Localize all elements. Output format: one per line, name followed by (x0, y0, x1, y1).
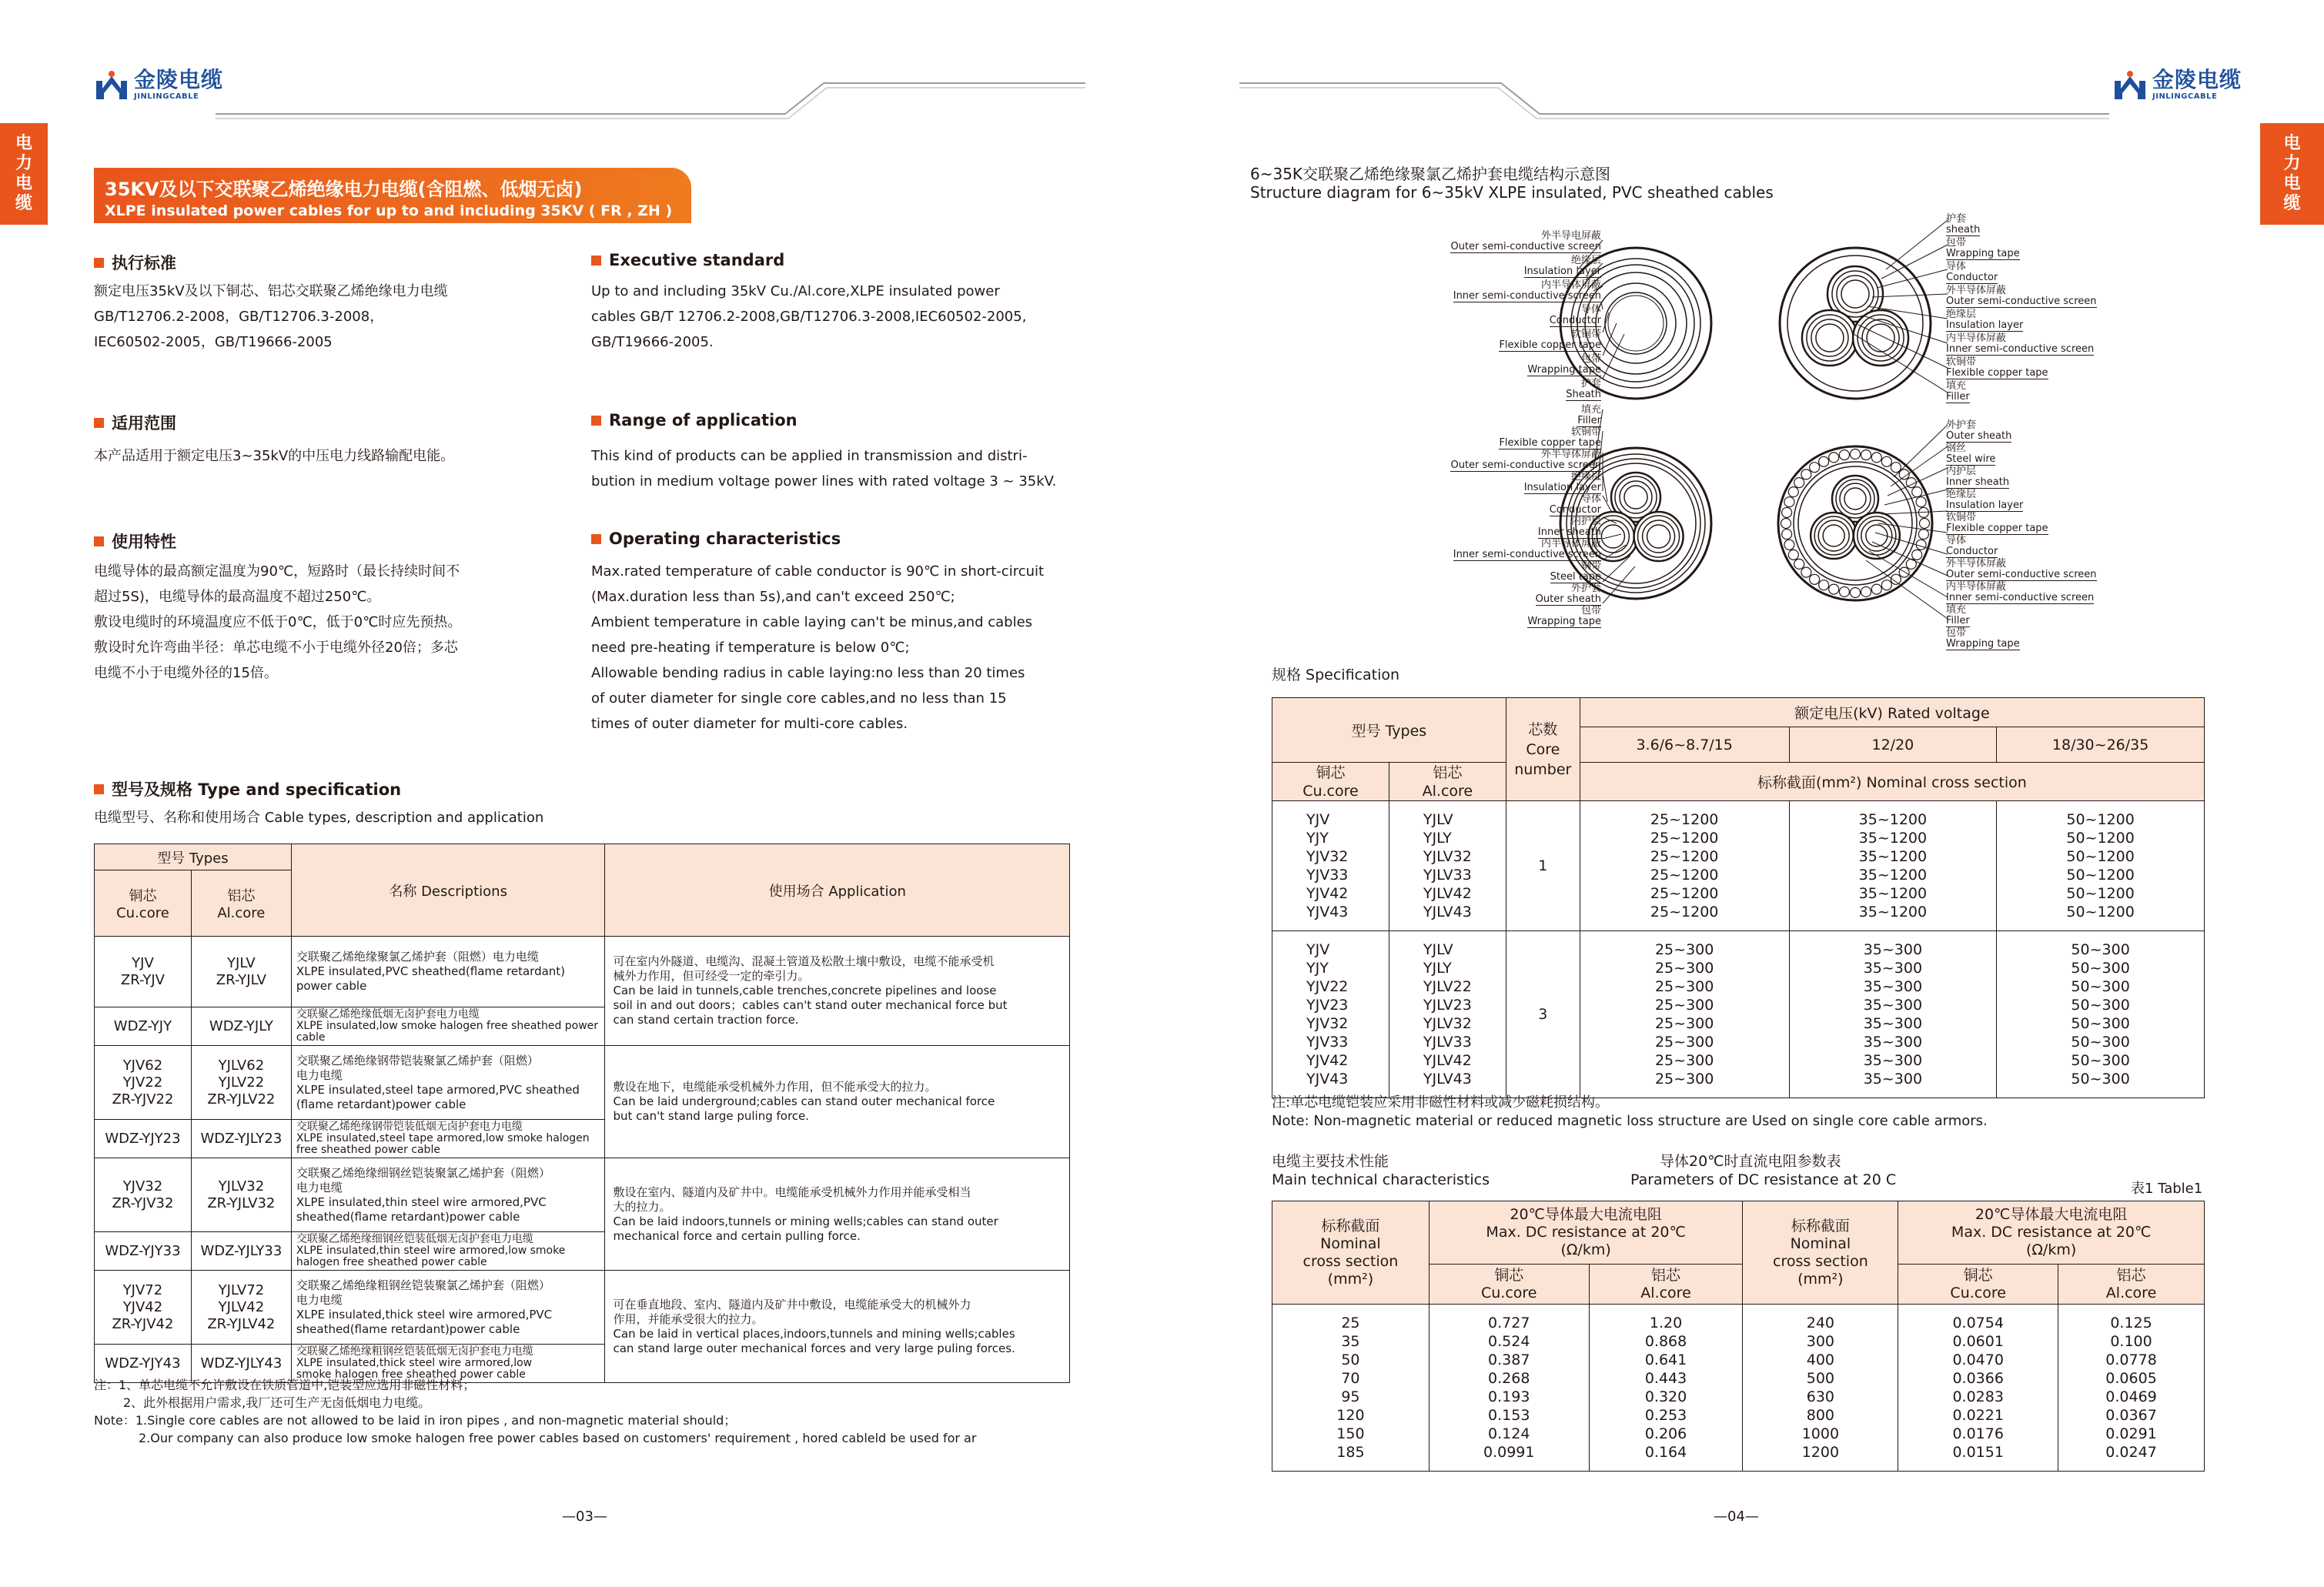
page-number-left: —03— (562, 1508, 607, 1525)
type-description: 交联聚乙烯绝缘低烟无卤护套电力电缆 XLPE insulated,low smoke halogen free sheathed power cable (291, 1007, 605, 1046)
diagram-label: 内半导体屏蔽 Inner semi-conductive screen (1946, 332, 2095, 355)
dc-al: 0.125 0.100 0.0778 0.0605 0.0469 0.0367 0.0291 0.0247 (2058, 1305, 2205, 1472)
header-rule-right (1239, 77, 2109, 123)
diagram-label: 导体 Conductor (1946, 535, 1998, 557)
dc-al: 1.20 0.868 0.641 0.443 0.320 0.253 0.206 0.164 (1589, 1305, 1743, 1472)
diagram-label: 内半导体屏蔽 Inner semi-conductive screen (1453, 538, 1601, 560)
spec-c2: 35~300 35~300 35~300 35~300 35~300 35~300 35~300 35~300 (1789, 931, 1997, 1098)
diagram-label: 包带 Wrapping tape (1527, 605, 1601, 627)
spec-c3: 50~1200 50~1200 50~1200 50~1200 50~1200 50~1200 (1997, 801, 2205, 931)
heading-oper-cn: 使用特性 (94, 530, 176, 553)
dc-th-cu-left: 铜芯 Cu.core (1429, 1265, 1589, 1305)
brand-name-cn: 金陵电缆 (2152, 67, 2242, 92)
diagram-label: 绝缘层 Insulation layer (1946, 489, 2024, 511)
diagram-label: 钢带 Steel tape (1550, 560, 1601, 583)
diagram2-labels (1946, 214, 2162, 405)
range-cn-text: 本产品适用于额定电压3~35kV的中压电力线路输配电能。 (94, 448, 455, 464)
type-cu: YJV72 YJV42 ZR-YJV42 (95, 1271, 192, 1345)
diagram-label: 绝缘层 Insulation layer (1946, 309, 2024, 331)
dc-th-al-left: 铝芯 Al.core (1589, 1265, 1743, 1305)
title-cn: 35KV及以下交联聚乙烯绝缘电力电缆(含阻燃、低烟无卤) (105, 179, 583, 200)
type-application: 敷设在地下，电缆能承受机械外力作用，但不能承受大的拉力。 Can be laid underground;cables can stand outer mechanical force but can't stand large puling force. (605, 1046, 1070, 1158)
type-al: YJLV62 YJLV22 ZR-YJLV22 (191, 1046, 291, 1120)
heading-exec-std-cn: 执行标准 (94, 251, 176, 274)
exec-std-en-text: Up to and including 35kV Cu./Al.core,XLPE insulated power cables GB/T 12706.2-2008,GB/T12706.3-2008,IEC60502-2005, GB/T19666-2005. (591, 283, 1027, 350)
spec-note-en: Note: Non-magnetic material or reduced magnetic loss structure are Used on single core cable armors. (1272, 1113, 1988, 1129)
spec-c2: 35~1200 35~1200 35~1200 35~1200 35~1200 35~1200 (1789, 801, 1997, 931)
types-row (95, 1271, 1070, 1345)
spec-c1: 25~300 25~300 25~300 25~300 25~300 25~300 25~300 25~300 (1580, 931, 1789, 1098)
dc-cu: 0.0754 0.0601 0.0470 0.0366 0.0283 0.0221 0.0176 0.0151 (1898, 1305, 2058, 1472)
diagram-label: 内护层 Inner sheath (1946, 466, 2010, 488)
type-al: WDZ-YJLY (191, 1007, 291, 1046)
dc-resistance-table (1272, 1201, 2205, 1472)
diagram-label: 外半导体屏蔽 Outer semi-conductive screen (1450, 449, 1601, 471)
title-en: XLPE insulated power cables for up to and including 35KV ( FR , ZH ) (105, 202, 673, 219)
type-cu: YJV32 ZR-YJV32 (95, 1158, 192, 1232)
dc-nominal: 240 300 400 500 630 800 1000 1200 (1743, 1305, 1898, 1472)
spec-group-row (1272, 801, 2205, 931)
spec-th-types: 型号 Types (1272, 698, 1506, 763)
dc-cu: 0.727 0.524 0.387 0.268 0.193 0.153 0.124 0.0991 (1429, 1305, 1589, 1472)
spec-th-v1: 3.6/6~8.7/15 (1580, 727, 1789, 763)
type-cu: WDZ-YJY33 (95, 1232, 192, 1271)
logo-mark-icon (94, 70, 129, 101)
spec-th-nominal: 标称截面(mm²) Nominal cross section (1580, 763, 2204, 801)
diagram-label: 导体 Conductor (1549, 493, 1601, 516)
spec-th-core: 芯数 Core number (1506, 698, 1580, 801)
spec-cu: YJV YJY YJV32 YJV33 YJV42 YJV43 (1272, 801, 1389, 931)
type-description: 交联聚乙烯绝缘细钢丝铠装聚氯乙烯护套（阻燃） 电力电缆 XLPE insulated,thin steel wire armored,PVC sheathed(flame retardant)power cable (291, 1158, 605, 1232)
types-row (95, 1046, 1070, 1120)
diagram-label: 填充 Filler (1946, 604, 1970, 626)
spec-th-al: 铝芯 Al.core (1389, 763, 1506, 801)
diagram-label: 护套 sheath (1946, 213, 1981, 236)
diagram-label: 软铜带 Flexible copper tape (1946, 356, 2048, 379)
type-al: YJLV72 YJLV42 ZR-YJLV42 (191, 1271, 291, 1345)
spec-c1: 25~1200 25~1200 25~1200 25~1200 25~1200 25~1200 (1580, 801, 1789, 931)
diagram-label: 绝缘层 Insulation layer (1523, 255, 1601, 277)
th-al: 铝芯 Al.core (191, 870, 291, 937)
diagram-label: 包带 Wrapping tape (1527, 353, 1601, 376)
tech-heading-cn: 电缆主要技术性能 (1272, 1153, 1389, 1170)
diagram-label: 软铜带 Flexible copper tape (1499, 329, 1601, 351)
spec-table (1272, 697, 2205, 1098)
spec-group-row (1272, 931, 2205, 1098)
heading-exec-std-en: Executive standard (591, 251, 784, 269)
type-description: 交联聚乙烯绝缘粗钢丝铠装低烟无卤护套电力电缆 XLPE insulated,thick steel wire armored,low smoke halogen free sheathed power cable (291, 1345, 605, 1383)
diagram-label: 外护套 Outer sheath (1535, 583, 1601, 605)
dc-table-body (1272, 1305, 2205, 1472)
dc-params-en: Parameters of DC resistance at 20 C (1630, 1171, 1897, 1188)
spec-th-v3: 18/30~26/35 (1997, 727, 2205, 763)
spec-c3: 50~300 50~300 50~300 50~300 50~300 50~300 50~300 50~300 (1997, 931, 2205, 1098)
type-description: 交联聚乙烯绝缘聚氯乙烯护套（阻燃）电力电缆 XLPE insulated,PVC sheathed(flame retardant) power cable (291, 937, 605, 1007)
diagram-label: 填充 Filler (1946, 380, 1970, 403)
dc-th-cu-right: 铜芯 Cu.core (1898, 1265, 2058, 1305)
spec-note-cn: 注:单芯电缆铠装应采用非磁性材料或减少磁耗损结构。 (1272, 1094, 1610, 1111)
spec-al: YJLV YJLY YJLV22 YJLV23 YJLV32 YJLV33 YJLV42 YJLV43 (1389, 931, 1506, 1098)
page-number-right: —04— (1714, 1508, 1759, 1525)
range-en-text: This kind of products can be applied in transmission and distri- bution in medium voltage power lines with rated voltage 3 ~ 35kV. (591, 448, 1057, 489)
dc-data-row (1272, 1305, 2205, 1472)
oper-cn-text: 电缆导体的最高额定温度为90℃，短路时（最长持续时间不 超过5S)，电缆导体的最高温度不超过250℃。 敷设电缆时的环境温度应不低于0℃，低于0℃时应先预热。 敷设时允许弯曲半径：单芯电缆不小于电缆外径20倍；多芯 电缆不小于电缆外径的15倍。 (94, 563, 462, 681)
type-description: 交联聚乙烯绝缘钢带铠装聚氯乙烯护套（阻燃） 电力电缆 XLPE insulated,steel tape armored,PVC sheathed (flame retardant)power cable (291, 1046, 605, 1120)
diagram-label: 包带 Wrapping tape (1946, 237, 2020, 259)
brand-logo-right (2112, 69, 2242, 101)
th-cu: 铜芯 Cu.core (95, 870, 192, 937)
type-description: 交联聚乙烯绝缘粗钢丝铠装聚氯乙烯护套（阻燃） 电力电缆 XLPE insulated,thick steel wire armored,PVC sheathed(flame retardant)power cable (291, 1271, 605, 1345)
type-al: YJLV32 ZR-YJLV32 (191, 1158, 291, 1232)
diagram-label: 包带 Wrapping tape (1946, 627, 2020, 650)
dc-params-cn: 导体20℃时直流电阻参数表 (1660, 1153, 1841, 1170)
dc-th-nominal-right: 标称截面 Nominal cross section (mm²) (1743, 1201, 1898, 1305)
diagram-label: 外半导体屏蔽 Outer semi-conductive screen (1946, 558, 2097, 580)
diagram-label: 内半导体屏蔽 Inner semi-conductive screen (1946, 581, 2095, 603)
diagram-three-core-steel-wire (1778, 446, 1932, 600)
types-row (95, 1158, 1070, 1232)
section-title-banner (94, 168, 691, 223)
brand-name-en: JINLINGCABLE (134, 92, 199, 101)
diagram-label: 内护层 Inner sheath (1537, 516, 1601, 538)
diagram1-labels (1386, 231, 1601, 403)
diagram-three-core (1780, 248, 1931, 399)
header-rule-left (216, 77, 1085, 123)
tech-heading-en: Main technical characteristics (1272, 1171, 1490, 1188)
exec-std-cn-text: 额定电压35kV及以下铜芯、铝芯交联聚乙烯绝缘电力电缆 GB/T12706.2-2008，GB/T12706.3-2008， IEC60502-2005，GB/T19666-2005 (94, 283, 448, 350)
type-al: WDZ-YJLY33 (191, 1232, 291, 1271)
spec-th-cu: 铜芯 Cu.core (1272, 763, 1389, 801)
types-table-body (95, 937, 1070, 1383)
heading-range-cn: 适用范围 (94, 411, 176, 434)
dc-th-nominal-left: 标称截面 Nominal cross section (mm²) (1272, 1201, 1430, 1305)
type-al: YJLV ZR-YJLV (191, 937, 291, 1007)
heading-oper-en: Operating characteristics (591, 530, 841, 548)
spec-core: 1 (1506, 801, 1580, 931)
diagram4-labels (1946, 420, 2162, 651)
diagram-label: 外半导体屏蔽 Outer semi-conductive screen (1946, 285, 2097, 307)
type-description: 交联聚乙烯绝缘钢带铠装低烟无卤护套电力电缆 XLPE insulated,steel tape armored,low smoke halogen free sheathed power cable (291, 1120, 605, 1158)
th-types: 型号 Types (95, 844, 292, 870)
spec-th-v2: 12/20 (1789, 727, 1997, 763)
dc-th-al-right: 铝芯 Al.core (2058, 1265, 2205, 1305)
diagram-title-en: Structure diagram for 6~35kV XLPE insulated, PVC sheathed cables (1250, 183, 1774, 202)
type-application: 敷设在室内、隧道内及矿井中。电缆能承受机械外力作用并能承受相当 大的拉力。 Can be laid indoors,tunnels or mining wells;cables can stand outer mechanical force and certain pulling force. (605, 1158, 1070, 1271)
dc-nominal: 25 35 50 70 95 120 150 185 (1272, 1305, 1430, 1472)
dc-th-max-right: 20℃导体最大电流电阻 Max. DC resistance at 20℃ (Ω/km) (1898, 1201, 2205, 1265)
diagram-label: 护套 Sheath (1566, 378, 1601, 400)
type-cu: WDZ-YJY23 (95, 1120, 192, 1158)
brand-name-en: JINLINGCABLE (2152, 92, 2218, 101)
brand-name-cn: 金陵电缆 (134, 67, 224, 92)
types-row (95, 937, 1070, 1007)
spec-table-body (1272, 801, 2205, 1098)
type-al: WDZ-YJLY43 (191, 1345, 291, 1383)
types-table (94, 844, 1070, 1383)
diagram-label: 外护套 Outer sheath (1946, 419, 2012, 442)
brand-logo-left (94, 69, 223, 101)
diagram-label: 填充 Filler (1577, 404, 1601, 426)
type-cu: YJV ZR-YJV (95, 937, 192, 1007)
left-notes: 注：1、单芯电缆不允许敷设在铁质管道中,铠装型应选用非磁性材料； 2、此外根据用户需求,我厂还可生产无卤低烟电力电缆。 Note：1.Single core cables are not allowed to be laid in iron pipes , and non-magnetic material should； 2.Our company can also produce low smoke halogen free power cables based on customers' requirement , hored cableld be used for ar (94, 1378, 977, 1445)
diagram-label: 导体 Conductor (1549, 304, 1601, 326)
oper-en-text: Max.rated temperature of cable conductor is 90℃ in short-circuit (Max.duration less than 5s),and can't exceed 250℃; Ambient temperature in cable laying can't be minus,and cables need pre-heating if temperature is below 0℃; Allowable bending radius in cable laying:no less than 20 times of outer diameter for single core cables,and no less than 15 times of outer diameter for multi-core cables. (591, 563, 1045, 732)
diagram-title-cn: 6~35K交联聚乙烯绝缘聚氯乙烯护套电缆结构示意图 (1250, 165, 1611, 183)
diagram3-labels (1386, 405, 1601, 628)
dc-th-max-left: 20℃导体最大电流电阻 Max. DC resistance at 20℃ (Ω/km) (1429, 1201, 1743, 1265)
table-number: 表1 Table1 (2131, 1181, 2203, 1197)
spec-th-rated: 额定电压(kV) Rated voltage (1580, 698, 2204, 727)
type-cu: YJV62 YJV22 ZR-YJV22 (95, 1046, 192, 1120)
heading-types: 型号及规格 Type and specification (94, 777, 401, 800)
diagram-label: 绝缘层 Insulation layer (1523, 471, 1601, 493)
type-description: 交联聚乙烯绝缘细钢丝铠装低烟无卤护套电力电缆 XLPE insulated,thin steel wire armored,low smoke halogen free sheathed power cable (291, 1232, 605, 1271)
type-al: WDZ-YJLY23 (191, 1120, 291, 1158)
th-descriptions: 名称 Descriptions (291, 844, 605, 937)
diagram-label: 软铜带 Flexible copper tape (1946, 512, 2048, 534)
spec-heading: 规格 Specification (1272, 667, 1400, 683)
type-application: 可在垂直地段、室内、隧道内及矿井中敷设，电缆能承受大的机械外力 作用，并能承受很大的拉力。 Can be laid in vertical places,indoors,tunnels and mining wells;cables can stand large outer mechanical forces and very large puling forces. (605, 1271, 1070, 1383)
type-cu: WDZ-YJY (95, 1007, 192, 1046)
spec-core: 3 (1506, 931, 1580, 1098)
spec-al: YJLV YJLY YJLV32 YJLV33 YJLV42 YJLV43 (1389, 801, 1506, 931)
side-tab-left: 电力电缆 (0, 123, 48, 225)
heading-range-en: Range of application (591, 411, 798, 429)
diagram-label: 软铜带 Flexible copper tape (1499, 426, 1601, 449)
type-cu: WDZ-YJY43 (95, 1345, 192, 1383)
side-tab-right: 电力电缆 (2260, 123, 2324, 225)
diagram-label: 导体 Conductor (1946, 261, 1998, 283)
diagram-label: 内半导体屏蔽 Inner semi-conductive screen (1453, 279, 1601, 302)
diagram-label: 外半导电屏蔽 Outer semi-conductive screen (1450, 230, 1601, 252)
types-subtitle: 电缆型号、名称和使用场合 Cable types, description and application (94, 810, 544, 826)
diagram-label: 钢丝 Steel wire (1946, 443, 1996, 465)
spec-cu: YJV YJY YJV22 YJV23 YJV32 YJV33 YJV42 YJV43 (1272, 931, 1389, 1098)
type-application: 可在室内外隧道、电缆沟、混凝土管道及松散土壤中敷设，电缆不能承受机 械外力作用，但可经受一定的牵引力。 Can be laid in tunnels,cable trenches,concrete pipelines and loose soil in and out doors；cables can't stand outer mechanical force but can stand certain traction force. (605, 937, 1070, 1046)
th-application: 使用场合 Application (605, 844, 1070, 937)
logo-mark-icon (2112, 70, 2148, 101)
